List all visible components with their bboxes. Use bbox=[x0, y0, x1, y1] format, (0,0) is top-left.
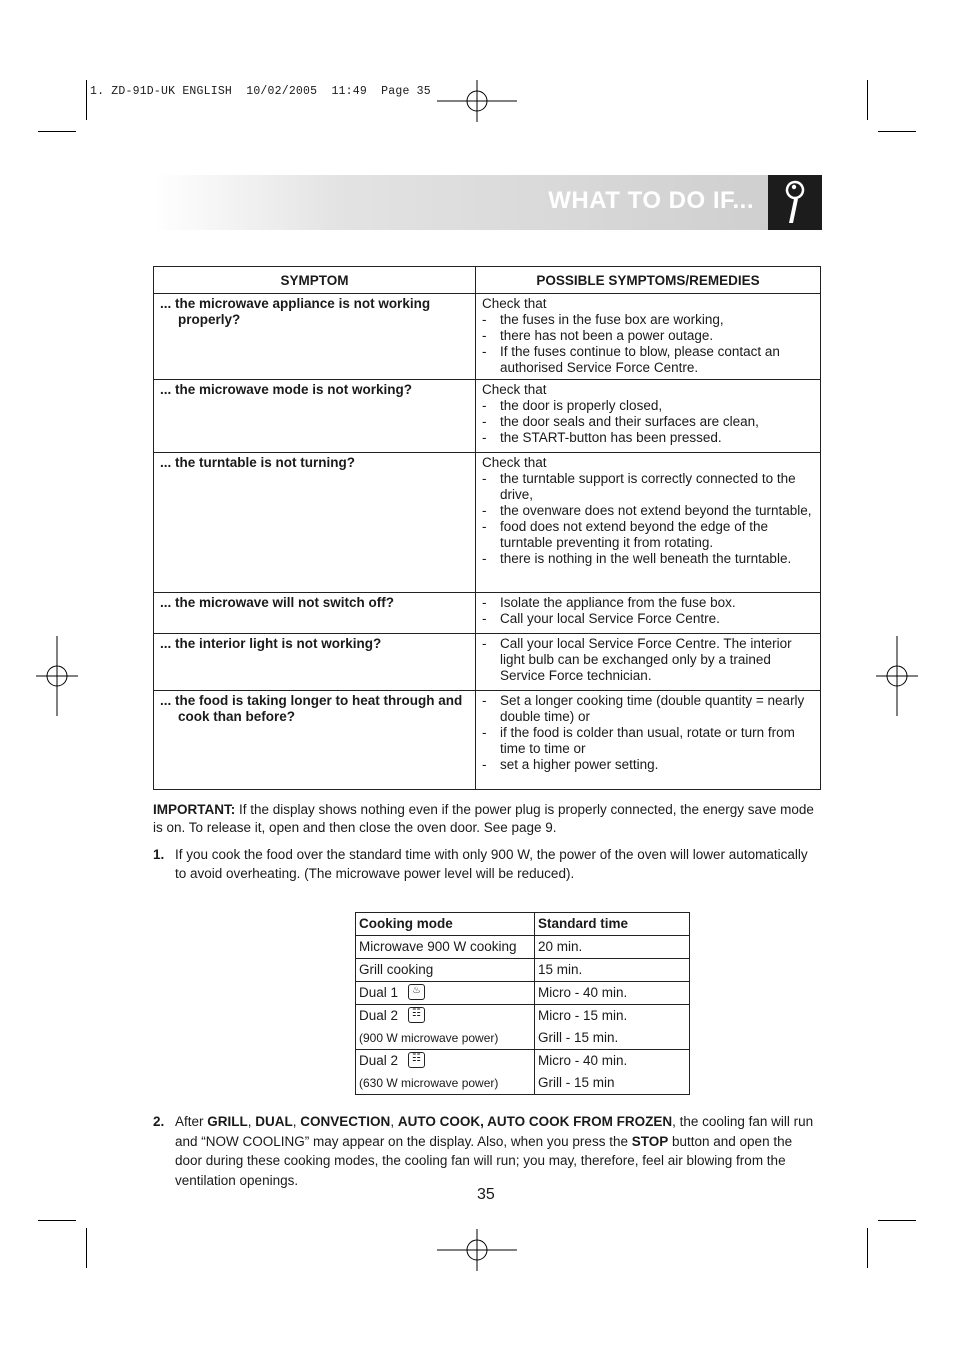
remedy-item: - the door is properly closed, bbox=[482, 398, 814, 414]
table-row bbox=[356, 1050, 690, 1095]
remedy-item: - Call your local Service Force Centre. bbox=[482, 611, 814, 627]
table-header-remedies: POSSIBLE SYMPTOMS/REMEDIES bbox=[476, 267, 821, 294]
remedy-item: - the turntable support is correctly connected to the drive, bbox=[482, 471, 814, 503]
remedy-item: - food does not extend beyond the edge of the turntable preventing it from rotating. bbox=[482, 519, 814, 551]
symptom-text: ... the food is taking longer to heat through and cook than before? bbox=[160, 693, 463, 724]
note-text-part: , bbox=[292, 1114, 301, 1129]
page-number: 35 bbox=[477, 1186, 495, 1203]
table-header-cooking-mode: Cooking mode bbox=[356, 913, 535, 936]
print-slug-line: 1. ZD-91D-UK ENGLISH 10/02/2005 11:49 Page 35 bbox=[90, 85, 431, 98]
remedy-item: - set a higher power setting. bbox=[482, 757, 814, 773]
symptom-text: ... the interior light is not working? bbox=[160, 636, 382, 651]
cooking-mode-cell: Microwave 900 W cooking bbox=[356, 936, 535, 959]
symptom-text: ... the microwave appliance is not working properly? bbox=[160, 296, 431, 327]
cooking-mode-cell: Dual 2 bbox=[359, 1008, 399, 1023]
mode-auto-cook: AUTO COOK, AUTO COOK FROM FROZEN bbox=[397, 1114, 673, 1129]
cooking-mode-cell: Dual 1 bbox=[359, 985, 399, 1000]
note-text bbox=[175, 1112, 821, 1190]
remedy-item: - if the food is colder than usual, rotate or turn from time to time or bbox=[482, 725, 814, 757]
note-1 bbox=[153, 845, 821, 883]
important-label: IMPORTANT: bbox=[153, 802, 236, 817]
note-number: 2. bbox=[153, 1114, 165, 1129]
note-text-part: , the cooling fan will run and “NOW COOLING” may appear on the display. Also, when you press the bbox=[175, 1114, 814, 1149]
mode-dual: DUAL bbox=[255, 1114, 293, 1129]
table-row bbox=[356, 982, 690, 1005]
symptom-text: ... the turntable is not turning? bbox=[160, 455, 355, 470]
standard-time-cell: Micro - 40 min. bbox=[535, 982, 690, 1005]
symptom-text: ... the microwave mode is not working? bbox=[160, 382, 413, 397]
table-row bbox=[154, 294, 821, 380]
note-text-part: After bbox=[175, 1114, 208, 1129]
standard-time-cell: Grill - 15 min. bbox=[538, 1030, 619, 1045]
standard-time-cell: Micro - 15 min. bbox=[538, 1008, 628, 1023]
cooking-mode-table bbox=[355, 912, 690, 1095]
cooking-mode-cell: Grill cooking bbox=[356, 959, 535, 982]
table-row bbox=[154, 593, 821, 634]
remedy-item: - Call your local Service Force Centre. The interior light bulb can be exchanged only by a trained Service Force technician. bbox=[482, 636, 814, 684]
dual2-icon: ☷ bbox=[408, 1052, 425, 1068]
registration-mark-left bbox=[36, 636, 78, 716]
remedy-item: - the fuses in the fuse box are working, bbox=[482, 312, 814, 328]
table-row bbox=[154, 380, 821, 453]
symptom-text: ... the microwave will not switch off? bbox=[160, 595, 395, 610]
note-2 bbox=[153, 1112, 821, 1190]
standard-time-cell: 20 min. bbox=[535, 936, 690, 959]
remedy-intro: Check that bbox=[482, 296, 547, 311]
power-note: (900 W microwave power) bbox=[359, 1031, 499, 1045]
table-row bbox=[356, 1005, 690, 1050]
remedy-item: - If the fuses continue to blow, please contact an authorised Service Force Centre. bbox=[482, 344, 814, 376]
power-note: (630 W microwave power) bbox=[359, 1076, 499, 1090]
registration-mark-top bbox=[437, 80, 517, 122]
cooking-mode-cell: Dual 2 bbox=[359, 1053, 399, 1068]
remedy-item: - Isolate the appliance from the fuse box. bbox=[482, 595, 814, 611]
note-text: If you cook the food over the standard time with only 900 W, the power of the oven will lower automatically to avoid overheating. (The microwave power level will be reduced). bbox=[175, 847, 808, 881]
remedy-intro: Check that bbox=[482, 382, 547, 397]
symptom-table bbox=[153, 266, 821, 790]
remedy-item: - there is nothing in the well beneath the turntable. bbox=[482, 551, 814, 567]
note-text-part: , bbox=[390, 1114, 398, 1129]
registration-mark-right bbox=[876, 636, 918, 716]
remedy-item: - the ovenware does not extend beyond the turntable, bbox=[482, 503, 814, 519]
standard-time-cell: 15 min. bbox=[535, 959, 690, 982]
remedy-item: - Set a longer cooking time (double quantity = nearly double time) or bbox=[482, 693, 814, 725]
mode-grill: GRILL bbox=[207, 1114, 248, 1129]
info-icon bbox=[768, 175, 822, 230]
table-row bbox=[356, 936, 690, 959]
note-text-part: , bbox=[247, 1114, 256, 1129]
table-row bbox=[356, 959, 690, 982]
registration-mark-bottom bbox=[437, 1229, 517, 1271]
table-header-symptom: SYMPTOM bbox=[154, 267, 476, 294]
remedy-item: - the door seals and their surfaces are clean, bbox=[482, 414, 814, 430]
remedy-intro: Check that bbox=[482, 455, 547, 470]
note-number: 1. bbox=[153, 847, 165, 862]
note-text-part: button and open the door during these cooking modes, the cooling fan will run; you may, therefore, feel air blowing from the ventilation openings. bbox=[175, 1133, 793, 1188]
table-header-standard-time: Standard time bbox=[535, 913, 690, 936]
remedy-item: - the START-button has been pressed. bbox=[482, 430, 814, 446]
important-text: If the display shows nothing even if the power plug is properly connected, the energy save mode is on. To release it, open and then close the oven door. See page 9. bbox=[153, 802, 814, 835]
dual2-icon: ☷ bbox=[408, 1007, 425, 1023]
table-row bbox=[154, 691, 821, 790]
standard-time-cell: Grill - 15 min bbox=[538, 1075, 615, 1090]
section-banner bbox=[153, 175, 768, 230]
dual1-icon: ♨ bbox=[408, 984, 425, 1000]
table-row bbox=[154, 453, 821, 593]
stop-button-label: STOP bbox=[631, 1133, 669, 1149]
important-note bbox=[153, 801, 821, 837]
standard-time-cell: Micro - 40 min. bbox=[538, 1053, 628, 1068]
mode-convection: CONVECTION bbox=[300, 1114, 391, 1129]
page-title: WHAT TO DO IF... bbox=[548, 187, 754, 214]
table-row bbox=[154, 634, 821, 691]
remedy-item: - there has not been a power outage. bbox=[482, 328, 814, 344]
